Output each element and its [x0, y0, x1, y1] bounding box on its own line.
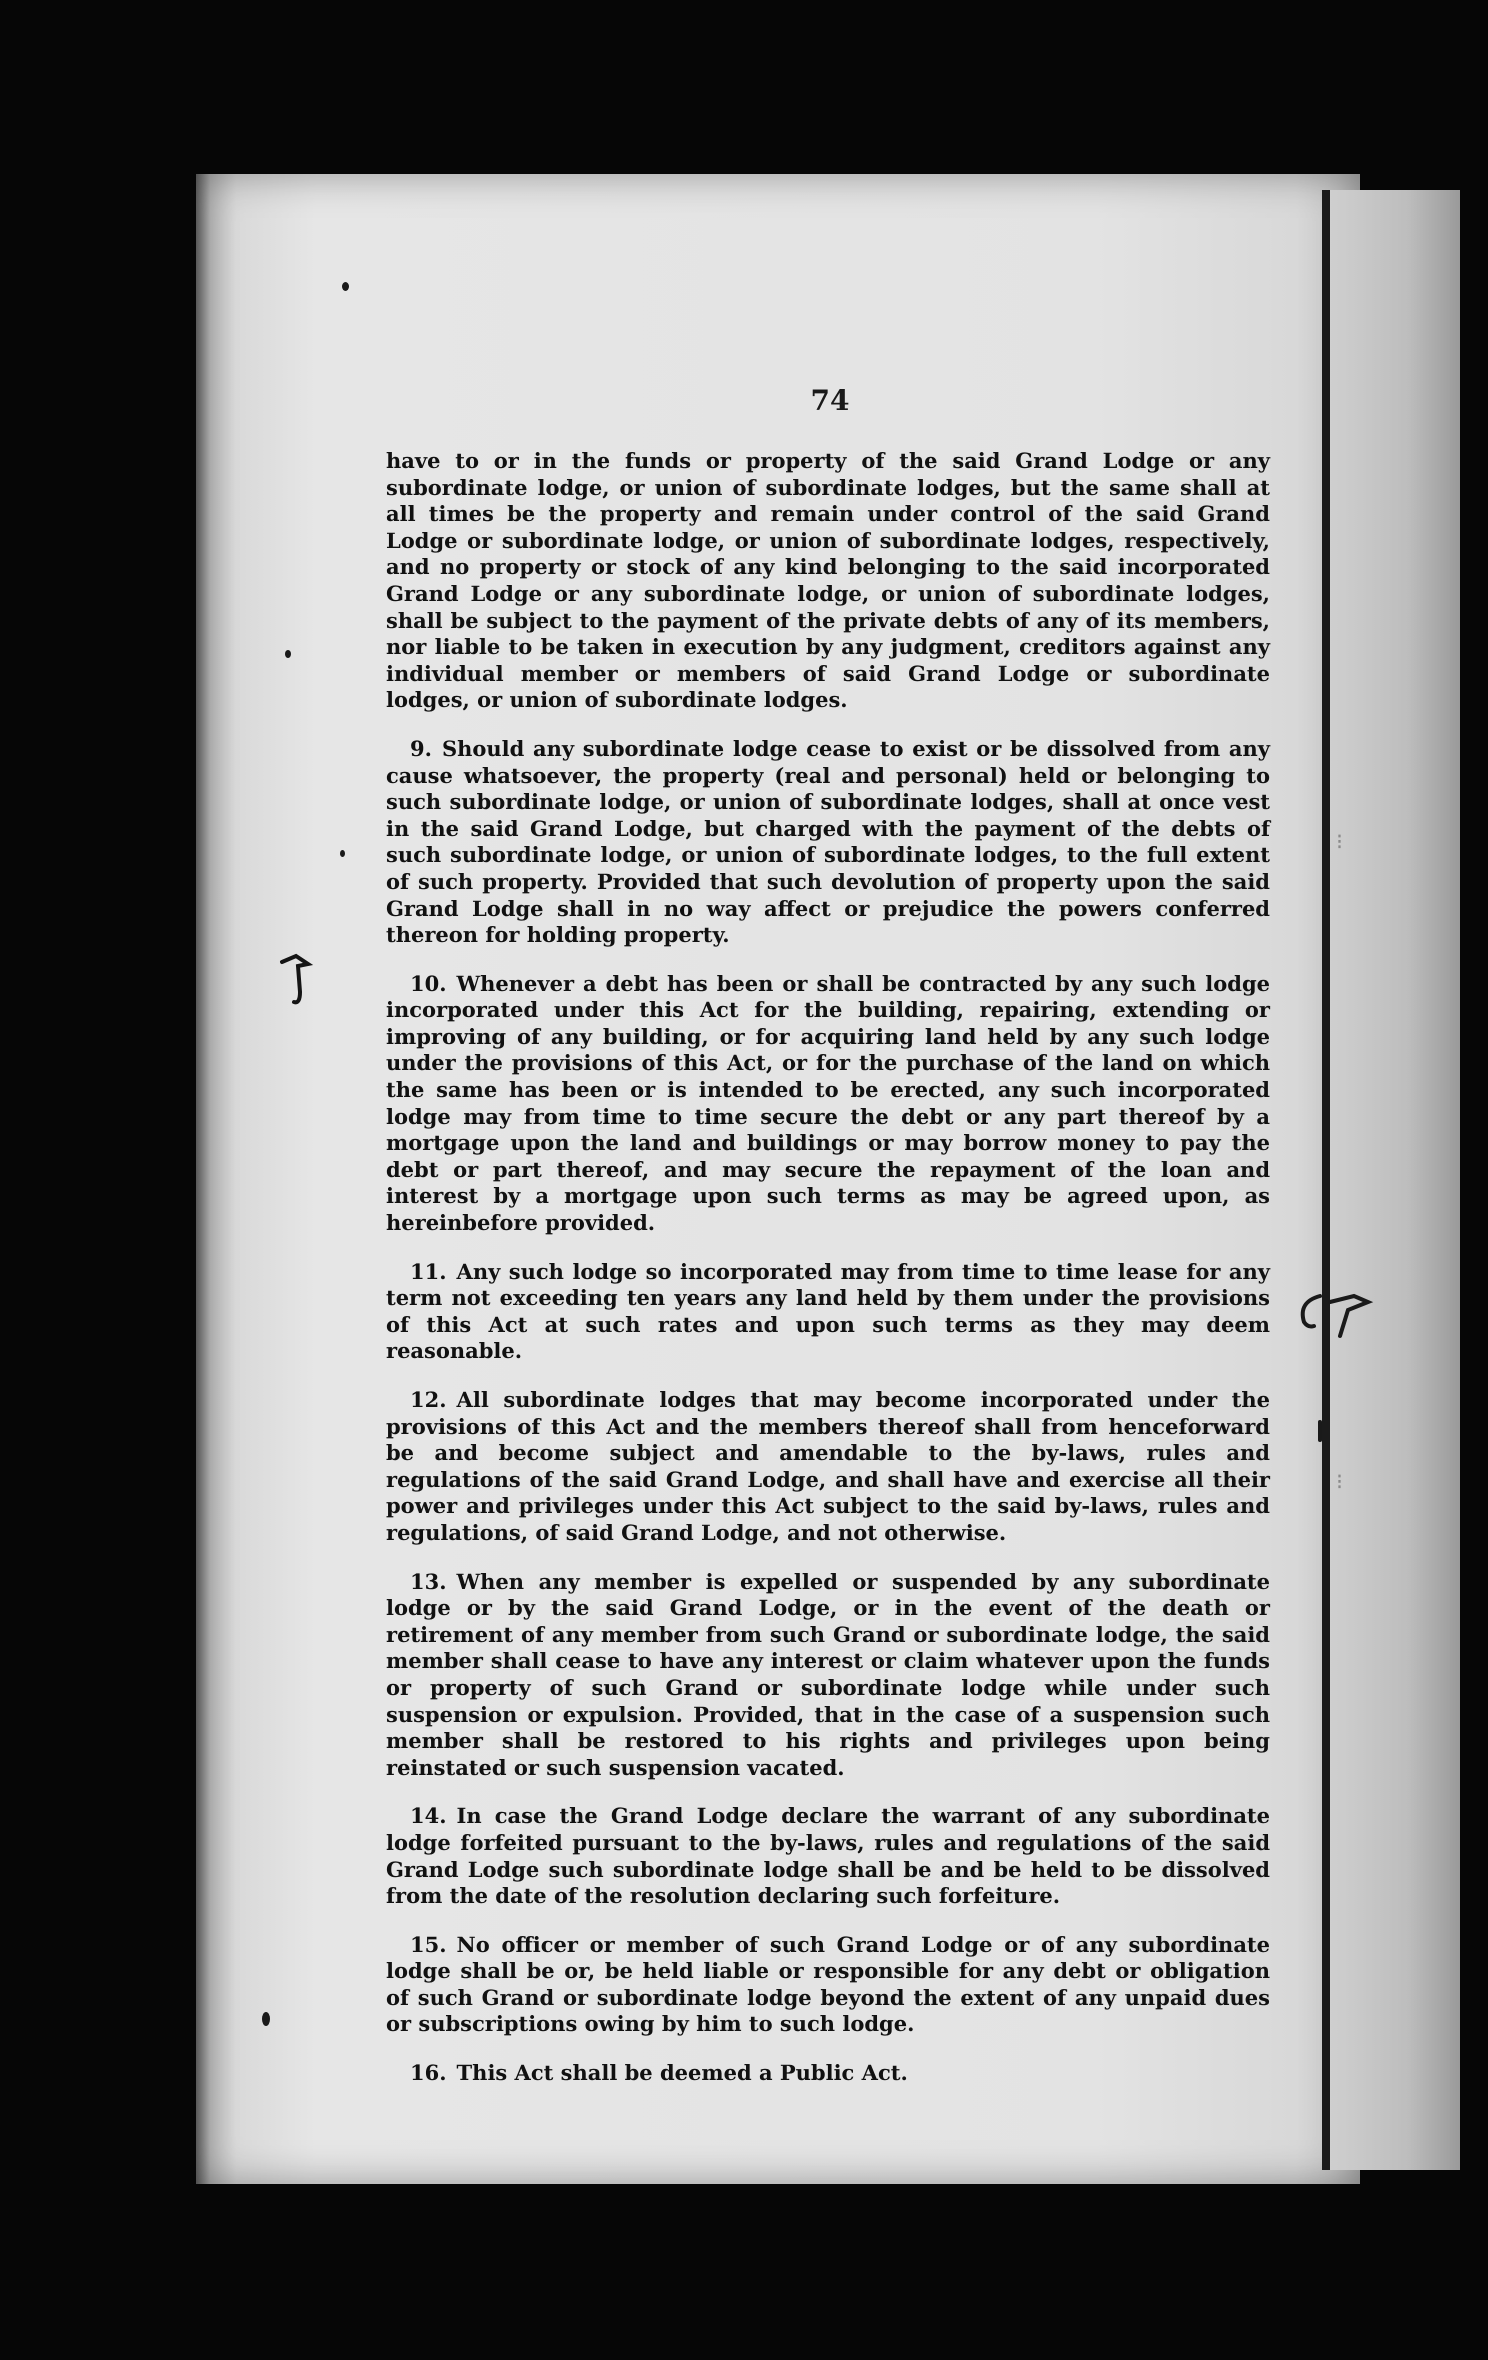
- section-text: This Act shall be deemed a Public Act.: [456, 2060, 908, 2086]
- section-text: When any member is expelled or suspended by any subordinate lodge or by the said Grand Lodge, or in the event of the death or retirement of any member from such Grand or subordinate lodge, the said member shall cease to have any interest or claim whatever upon the funds or property of such Grand or subordinate lodge while under such suspension or expulsion. Provided, that in the case of a suspension such member shall be restored to his rights and privileges upon being reinstated or such suspension vacated.: [386, 1568, 1270, 1780]
- section-12: [386, 1387, 1270, 1547]
- page-gutter-edge: [1322, 190, 1330, 2170]
- section-number: 14.: [410, 1803, 447, 1829]
- paragraph-continuation: [386, 448, 1270, 714]
- section-number: 12.: [410, 1387, 447, 1412]
- margin-ink-mark: [1290, 1288, 1380, 1348]
- adjacent-page-strip: [1330, 190, 1460, 2170]
- page-number: 74: [810, 384, 850, 417]
- section-number: 9.: [410, 735, 432, 761]
- section-text: In case the Grand Lodge declare the warrant of any subordinate lodge forfeited pursuant to the by-laws, rules and regulations of the said Grand Lodge such subordinate lodge shall be and be held to be dissolved from the date of the resolution declaring such forfeiture.: [386, 1803, 1270, 1909]
- scan-speck: [262, 2012, 270, 2026]
- adjacent-page-mark: ⁝: [1336, 1470, 1343, 1495]
- margin-ink-mark: [278, 952, 318, 1012]
- section-text: No officer or member of such Grand Lodge or of any subordinate lodge shall be or, be held liable or responsible for any debt or obligation of such Grand or subordinate lodge beyond the extent of any unpaid dues or subscriptions owing by him to such lodge.: [386, 1931, 1270, 2037]
- scan-speck: [340, 850, 345, 857]
- section-text: Whenever a debt has been or shall be contracted by any such lodge incorporated under this Act for the building, repairing, extending or improving of any building, or for acquiring land held by any such lodge under the provisions of this Act, or for the purchase of the land on which the same has been or is intended to be erected, any such incorporated lodge may from time to time secure the debt or any part thereof by a mortgage upon the land and buildings or may borrow money to pay the debt or part thereof, and may secure the repayment of the loan and interest by a mortgage upon such terms as may be agreed upon, as hereinbefore provided.: [386, 970, 1270, 1236]
- section-text: All subordinate lodges that may become incorporated under the provisions of this Act and the members thereof shall from henceforward be and become subject and amendable to the by-laws, rules and regulations of the said Grand Lodge, and shall have and exercise all their power and privileges under this Act subject to the said by-laws, rules and regulations, of said Grand Lodge, and not otherwise.: [386, 1387, 1270, 1545]
- section-number: 16.: [410, 2060, 447, 2086]
- section-14: [386, 1803, 1270, 1909]
- body-text: [386, 448, 1270, 2087]
- section-number: 11.: [410, 1258, 447, 1284]
- section-15: [386, 1932, 1270, 2038]
- section-16: [386, 2060, 1270, 2087]
- section-13: [386, 1569, 1270, 1782]
- scan-speck: [1318, 1420, 1322, 1442]
- section-text: Should any subordinate lodge cease to exist or be dissolved from any cause whatsoever, the property (real and personal) held or belonging to such subordinate lodge, or union of subordinate lodges, shall at once vest in the said Grand Lodge, but charged with the payment of the debts of such subordinate lodge, or union of subordinate lodges, to the full extent of such property. Provided that such devolution of property upon the said Grand Lodge shall in no way affect or prejudice the powers conferred thereon for holding property.: [386, 735, 1270, 948]
- adjacent-page-mark: ⁝: [1336, 830, 1343, 855]
- section-text: Any such lodge so incorporated may from time to time lease for any term not exceeding ten years any land held by them under the provisions of this Act at such rates and upon such terms as they may deem reasonable.: [386, 1258, 1270, 1364]
- section-10: [386, 971, 1270, 1237]
- paragraph-text: have to or in the funds or property of the said Grand Lodge or any subordinate lodge, or union of subordinate lodges, but the same shall at all times be the property and remain under control of the said Grand Lodge or subordinate lodge, or union of subordinate lodges, respectively, and no property or stock of any kind belonging to the said incorporated Grand Lodge or any subordinate lodge, or union of subordinate lodges, shall be subject to the payment of the private debts of any of its members, nor liable to be taken in execution by any judgment, creditors against any individual member or members of said Grand Lodge or subordinate lodges, or union of subordinate lodges.: [386, 448, 1270, 713]
- section-9: [386, 736, 1270, 949]
- section-number: 15.: [410, 1931, 447, 1957]
- scan-speck: [285, 650, 291, 658]
- section-number: 13.: [410, 1568, 447, 1594]
- section-11: [386, 1259, 1270, 1365]
- scan-speck: [342, 282, 349, 291]
- section-number: 10.: [410, 970, 447, 996]
